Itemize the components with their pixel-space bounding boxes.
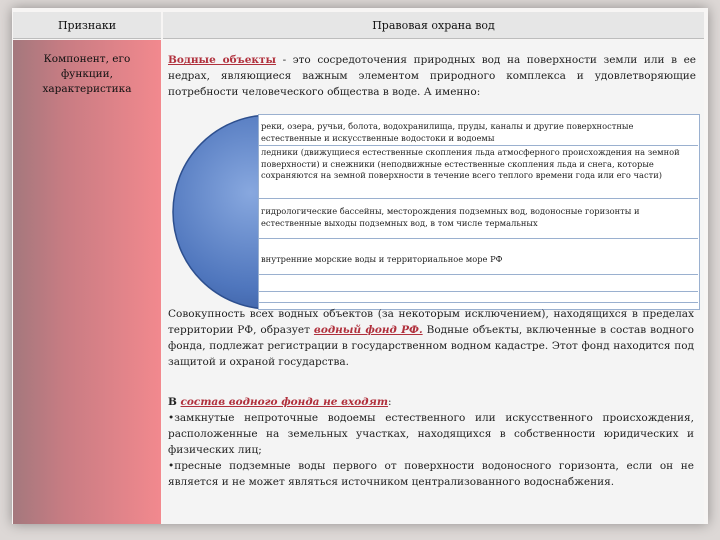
left-column bbox=[13, 40, 161, 524]
list-divider bbox=[258, 274, 698, 275]
list-divider bbox=[258, 291, 698, 292]
water-fund-paragraph: Совокупность всех водных объектов (за некоторым исключением), находящихся в пределах территории РФ, образует водный фонд РФ. Водные объекты, включенные в состав водного фонда, подлежат регистрации в государственном водном кадастре. Этот фонд находится под защитой и охраной государства. bbox=[168, 308, 695, 368]
exclusions-title: состав водного фонда не входят bbox=[180, 396, 389, 408]
list-item: внутренние морские воды и территориальное море РФ bbox=[261, 254, 503, 264]
exclusion-item: •замкнутые непроточные водоемы естественного или искусственного происхождения, расположенные на земельных участках, находящихся в собственности юридических и физических лиц; bbox=[168, 412, 694, 456]
list-divider bbox=[258, 198, 698, 199]
list-divider bbox=[258, 302, 698, 303]
definition-paragraph bbox=[168, 52, 696, 100]
list-item: ледники (движущиеся естественные скопления льда атмосферного происхождения на земной поверхности) и снежники (неподвижные естественные скопления льда и снега, которые сохраняются на земной поверхности в течение всего теплого времени года или его части) bbox=[261, 147, 680, 180]
header-left: Признаки bbox=[13, 12, 161, 39]
exclusion-item: •пресные подземные воды первого от поверхности водоносного горизонта, если он не является и не может являться источником централизованного водоснабжения. bbox=[168, 460, 694, 488]
definition-text: - это сосредоточения природных вод на поверхности земли или в ее недрах, являющиеся важным элементом природного комплекса и удовлетворяющие потребности человеческого общества в воде. А именно: bbox=[168, 54, 697, 98]
exclusions-heading: В состав водного фонда не входят: bbox=[168, 396, 392, 408]
header-right: Правовая охрана вод bbox=[163, 12, 704, 39]
exclusions-block bbox=[168, 394, 694, 490]
row-label: Компонент, его функции, характеристика bbox=[42, 53, 132, 95]
list-divider bbox=[258, 145, 698, 146]
list-item: реки, озера, ручьи, болота, водохранилища, пруды, каналы и другие поверхностные естественные и искусственные водостоки и водоемы bbox=[261, 121, 634, 143]
list-divider bbox=[258, 238, 698, 239]
definition-term: Водные объекты bbox=[168, 54, 277, 66]
list-item: гидрологические бассейны, месторождения подземных вод, водоносные горизонты и естественные выходы подземных вод, в том числе термальных bbox=[261, 206, 640, 228]
water-fund-term: водный фонд РФ. bbox=[313, 324, 423, 336]
